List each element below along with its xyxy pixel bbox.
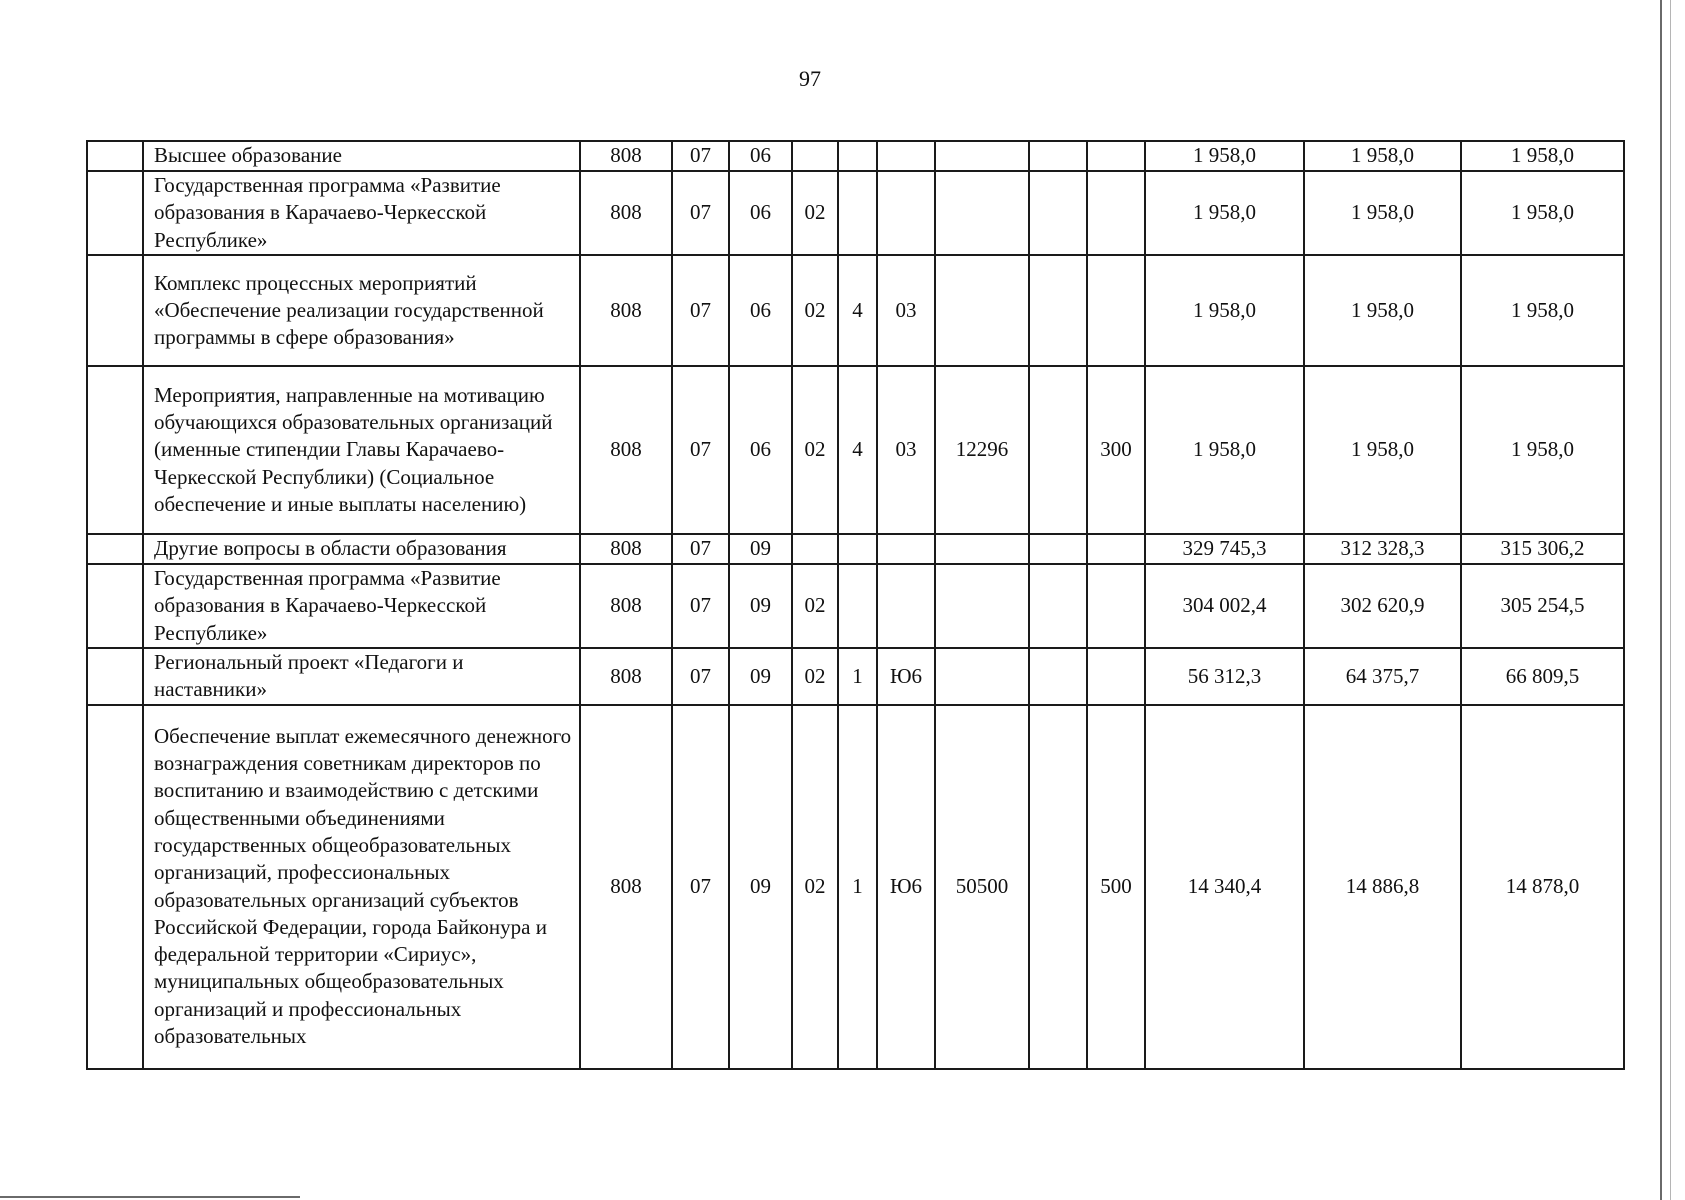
code-vr-cell: 500 xyxy=(1087,705,1145,1069)
code-type-cell xyxy=(838,141,877,171)
table-row xyxy=(87,255,1624,366)
amount-year-2-cell: 302 620,9 xyxy=(1304,564,1461,648)
code-prog-cell xyxy=(792,534,838,564)
row-name-cell: Мероприятия, направленные на мотивацию обучающихся образовательных организаций (именные стипендии Главы Карачаево-Черкесской Республики) (Социальное обеспечение и иные выплаты населению) xyxy=(143,366,580,534)
code-dir-cell: 12296 xyxy=(935,366,1029,534)
table-row xyxy=(87,648,1624,705)
amount-year-2-cell: 312 328,3 xyxy=(1304,534,1461,564)
page-number: 97 xyxy=(799,66,821,91)
code-rz-cell: 07 xyxy=(672,534,729,564)
code-vr-cell xyxy=(1087,534,1145,564)
amount-year-2-cell: 14 886,8 xyxy=(1304,705,1461,1069)
amount-year-3-cell: 1 958,0 xyxy=(1461,255,1624,366)
table-row xyxy=(87,171,1624,255)
table-row xyxy=(87,564,1624,648)
code-pr-cell: 09 xyxy=(729,705,792,1069)
code-pr-cell: 06 xyxy=(729,255,792,366)
code-pr-cell: 09 xyxy=(729,564,792,648)
code-extra-cell xyxy=(1029,648,1087,705)
code-dir-cell xyxy=(935,648,1029,705)
code-pr-cell: 09 xyxy=(729,534,792,564)
code-extra-cell xyxy=(1029,255,1087,366)
code-type-cell xyxy=(838,534,877,564)
row-number-cell xyxy=(87,141,143,171)
code-prog-cell: 02 xyxy=(792,648,838,705)
scan-edge-line xyxy=(1670,0,1671,1200)
code-type-cell xyxy=(838,564,877,648)
code-gr-cell: 808 xyxy=(580,366,672,534)
code-gr-cell: 808 xyxy=(580,171,672,255)
code-pr-cell: 06 xyxy=(729,141,792,171)
amount-year-2-cell: 1 958,0 xyxy=(1304,255,1461,366)
code-prog-cell: 02 xyxy=(792,564,838,648)
row-name-cell: Государственная программа «Развитие образования в Карачаево-Черкесской Республике» xyxy=(143,171,580,255)
amount-year-1-cell: 14 340,4 xyxy=(1145,705,1304,1069)
row-number-cell xyxy=(87,705,143,1069)
amount-year-3-cell: 66 809,5 xyxy=(1461,648,1624,705)
code-pr-cell: 06 xyxy=(729,171,792,255)
code-struct-cell xyxy=(877,171,935,255)
amount-year-1-cell: 1 958,0 xyxy=(1145,255,1304,366)
code-rz-cell: 07 xyxy=(672,171,729,255)
code-rz-cell: 07 xyxy=(672,141,729,171)
budget-table xyxy=(86,140,1625,1070)
code-struct-cell xyxy=(877,534,935,564)
row-number-cell xyxy=(87,564,143,648)
amount-year-3-cell: 305 254,5 xyxy=(1461,564,1624,648)
table-row xyxy=(87,141,1624,171)
code-struct-cell: Ю6 xyxy=(877,648,935,705)
code-type-cell xyxy=(838,171,877,255)
code-gr-cell: 808 xyxy=(580,564,672,648)
code-prog-cell: 02 xyxy=(792,366,838,534)
amount-year-1-cell: 304 002,4 xyxy=(1145,564,1304,648)
row-name-cell: Другие вопросы в области образования xyxy=(143,534,580,564)
amount-year-3-cell: 14 878,0 xyxy=(1461,705,1624,1069)
code-rz-cell: 07 xyxy=(672,366,729,534)
code-gr-cell: 808 xyxy=(580,255,672,366)
code-extra-cell xyxy=(1029,141,1087,171)
code-gr-cell: 808 xyxy=(580,534,672,564)
amount-year-2-cell: 64 375,7 xyxy=(1304,648,1461,705)
code-type-cell: 4 xyxy=(838,366,877,534)
amount-year-1-cell: 56 312,3 xyxy=(1145,648,1304,705)
code-dir-cell xyxy=(935,564,1029,648)
code-struct-cell: 03 xyxy=(877,366,935,534)
row-name-cell: Региональный проект «Педагоги и наставники» xyxy=(143,648,580,705)
code-struct-cell xyxy=(877,564,935,648)
code-dir-cell xyxy=(935,255,1029,366)
code-gr-cell: 808 xyxy=(580,705,672,1069)
code-prog-cell: 02 xyxy=(792,171,838,255)
code-vr-cell: 300 xyxy=(1087,366,1145,534)
code-struct-cell: 03 xyxy=(877,255,935,366)
amount-year-2-cell: 1 958,0 xyxy=(1304,366,1461,534)
table-row xyxy=(87,705,1624,1069)
row-number-cell xyxy=(87,255,143,366)
code-struct-cell: Ю6 xyxy=(877,705,935,1069)
amount-year-1-cell: 1 958,0 xyxy=(1145,141,1304,171)
amount-year-3-cell: 1 958,0 xyxy=(1461,171,1624,255)
amount-year-2-cell: 1 958,0 xyxy=(1304,171,1461,255)
code-struct-cell xyxy=(877,141,935,171)
amount-year-3-cell: 1 958,0 xyxy=(1461,141,1624,171)
code-vr-cell xyxy=(1087,648,1145,705)
code-vr-cell xyxy=(1087,255,1145,366)
code-prog-cell: 02 xyxy=(792,255,838,366)
code-vr-cell xyxy=(1087,171,1145,255)
amount-year-3-cell: 315 306,2 xyxy=(1461,534,1624,564)
row-number-cell xyxy=(87,534,143,564)
row-number-cell xyxy=(87,171,143,255)
code-vr-cell xyxy=(1087,141,1145,171)
code-rz-cell: 07 xyxy=(672,255,729,366)
scan-edge-line xyxy=(0,1196,300,1198)
amount-year-1-cell: 1 958,0 xyxy=(1145,366,1304,534)
code-rz-cell: 07 xyxy=(672,705,729,1069)
code-extra-cell xyxy=(1029,171,1087,255)
scan-edge-line xyxy=(1660,0,1662,1200)
row-name-cell: Комплекс процессных мероприятий «Обеспечение реализации государственной программы в сфере образования» xyxy=(143,255,580,366)
amount-year-1-cell: 1 958,0 xyxy=(1145,171,1304,255)
code-dir-cell xyxy=(935,534,1029,564)
row-name-cell: Обеспечение выплат ежемесячного денежного вознаграждения советникам директоров по воспитанию и взаимодействию с детскими общественными объединениями государственных общеобразовательных организаций, профессиональных образовательных организаций субъектов Российской Федерации, города Байконура и федеральной территории «Сириус», муниципальных общеобразовательных организаций и профессиональных образовательных xyxy=(143,705,580,1069)
row-name-cell: Государственная программа «Развитие образования в Карачаево-Черкесской Республике» xyxy=(143,564,580,648)
code-dir-cell xyxy=(935,171,1029,255)
table-row xyxy=(87,366,1624,534)
amount-year-1-cell: 329 745,3 xyxy=(1145,534,1304,564)
row-name-cell: Высшее образование xyxy=(143,141,580,171)
code-extra-cell xyxy=(1029,705,1087,1069)
table-row xyxy=(87,534,1624,564)
code-gr-cell: 808 xyxy=(580,141,672,171)
code-extra-cell xyxy=(1029,564,1087,648)
row-number-cell xyxy=(87,366,143,534)
amount-year-3-cell: 1 958,0 xyxy=(1461,366,1624,534)
code-pr-cell: 06 xyxy=(729,366,792,534)
code-dir-cell xyxy=(935,141,1029,171)
code-type-cell: 4 xyxy=(838,255,877,366)
code-type-cell: 1 xyxy=(838,648,877,705)
code-type-cell: 1 xyxy=(838,705,877,1069)
code-rz-cell: 07 xyxy=(672,564,729,648)
amount-year-2-cell: 1 958,0 xyxy=(1304,141,1461,171)
code-vr-cell xyxy=(1087,564,1145,648)
code-extra-cell xyxy=(1029,534,1087,564)
code-dir-cell: 50500 xyxy=(935,705,1029,1069)
code-prog-cell: 02 xyxy=(792,705,838,1069)
code-rz-cell: 07 xyxy=(672,648,729,705)
code-prog-cell xyxy=(792,141,838,171)
code-extra-cell xyxy=(1029,366,1087,534)
row-number-cell xyxy=(87,648,143,705)
code-pr-cell: 09 xyxy=(729,648,792,705)
code-gr-cell: 808 xyxy=(580,648,672,705)
